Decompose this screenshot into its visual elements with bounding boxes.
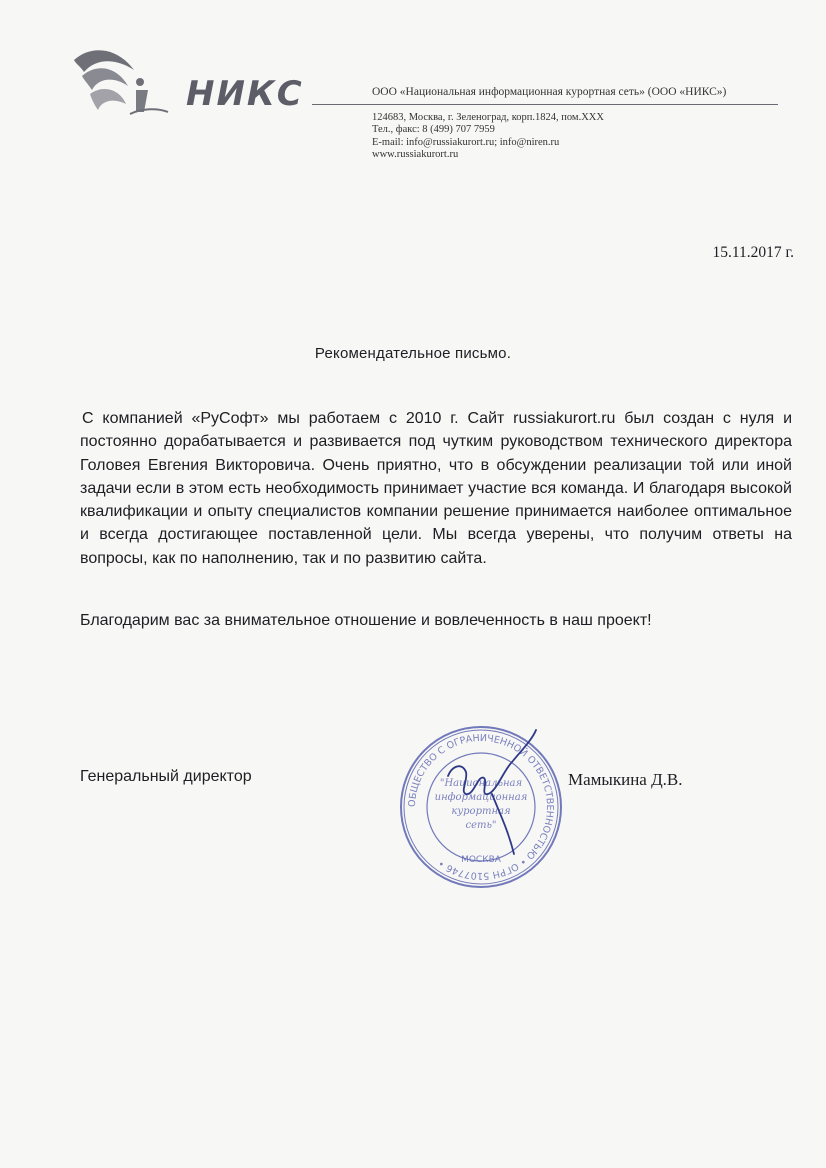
- letter-body: С компанией «РуСофт» мы работаем с 2010 г. Сайт russiakurort.ru был создан с нуля и постоянно дорабатывается и развивается под чутким руководством технического директора Головея Евгения Викторовича. Очень приятно, что в обсуждении реализации той или иной задачи если в этом есть необходимость принимает участие вся команда. И благодаря высокой квалификации и опыту специалистов компании решение принимается наиболее оптимальное и всегда достигающее поставленной цели. Мы всегда уверены, что получим ответы на вопросы, как по наполнению, так и по развитию сайта.: [80, 410, 792, 567]
- email-line: E-mail: info@russiakurort.ru; info@niren.ru: [372, 136, 560, 148]
- website-line: www.russiakurort.ru: [372, 149, 459, 161]
- signer-name: Мамыкина Д.В.: [568, 770, 683, 789]
- header-divider: [312, 104, 778, 105]
- thanks-line: Благодарим вас за внимательное отношение и вовлеченность в наш проект!: [80, 612, 652, 629]
- brand-name: НИКС: [186, 74, 304, 114]
- phone-line: Тел., факс: 8 (499) 707 7959: [372, 124, 495, 136]
- company-stamp: [396, 722, 566, 892]
- stamp-city: МОСКВА: [461, 855, 501, 865]
- stamp-seal-icon: [396, 722, 566, 892]
- letter-title: Рекомендательное письмо.: [314, 345, 512, 362]
- stamp-center-line-1: "Национальная: [439, 778, 523, 789]
- stamp-center-line-3: курортная: [451, 806, 511, 817]
- signer-position: Генеральный директор: [80, 768, 252, 785]
- organization-name: ООО «Национальная информационная курортная сеть» (ООО «НИКС»): [372, 86, 727, 98]
- stamp-outer-text: ОБЩЕСТВО С ОГРАНИЧЕННОЙ ОТВЕТСТВЕННОСТЬЮ • ОГРН 5107746 •: [406, 732, 556, 882]
- contact-block: [372, 112, 604, 162]
- niks-logo-icon: [70, 42, 170, 120]
- stamp-center-line-2: информационная: [434, 792, 528, 803]
- stamp-center-line-4: сеть": [465, 820, 497, 831]
- address-line: 124683, Москва, г. Зеленоград, корп.1824, пом.XXX: [372, 112, 604, 123]
- letter-date: 15.11.2017 г.: [712, 244, 794, 261]
